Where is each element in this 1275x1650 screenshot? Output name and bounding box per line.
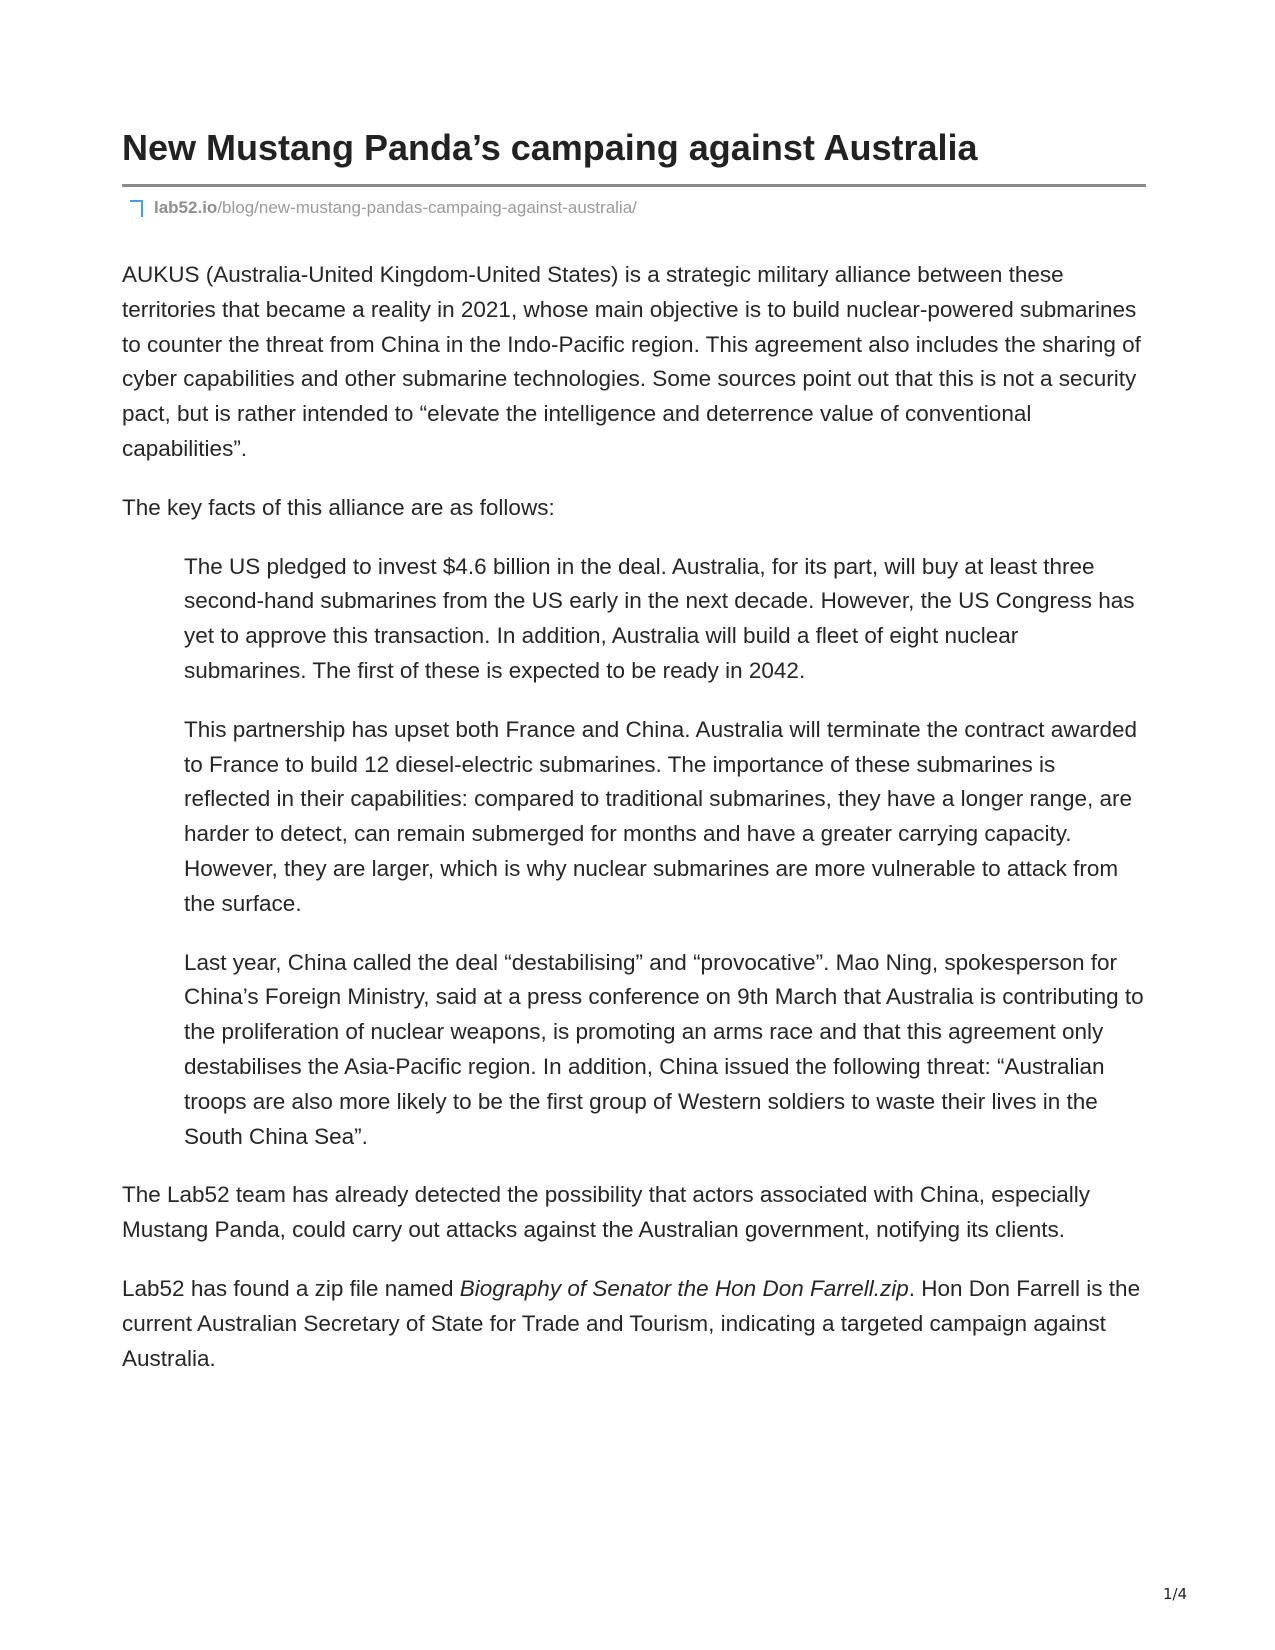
zip-file-text-after: . Hon Don Farrell is the current Australian Secretary of State for Trade and Tourism, indicating a targeted campaign against Australia. xyxy=(122,1275,1141,1371)
source-domain: lab52.io xyxy=(154,198,218,217)
intro-paragraph: AUKUS (Australia-United Kingdom-United States) is a strategic military alliance between these territories that became a reality in 2021, whose main objective is to build nuclear-powered submarines to counter the threat from China in the Indo-Pacific region. This agreement also includes the sharing of cyber capabilities and other submarine technologies. Some sources point out that this is not a security pact, but is rather intended to “elevate the intelligence and deterrence value of conventional capabilities”. xyxy=(122,262,1141,461)
zip-file-name: Biography of Senator the Hon Don Farrell.zip xyxy=(459,1275,909,1301)
zip-file-paragraph xyxy=(122,1272,1147,1376)
quote-paragraph-france-china: This partnership has upset both France and China. Australia will terminate the contract awarded to France to build 12 diesel-electric submarines. The importance of these submarines is reflected in their capabilities: compared to traditional submarines, they have a longer range, are harder to detect, can remain submerged for months and have a greater carrying capacity. However, they are larger, which is why nuclear submarines are more vulnerable to attack from the surface. xyxy=(184,716,1138,916)
link-icon xyxy=(128,197,146,219)
quote-paragraph-investment: The US pledged to invest $4.6 billion in the deal. Australia, for its part, will buy at least three second-hand submarines from the US early in the next decade. However, the US Congress has yet to approve this transaction. In addition, Australia will build a fleet of eight nuclear submarines. The first of these is expected to be ready in 2042. xyxy=(184,553,1135,683)
source-link[interactable] xyxy=(128,196,637,220)
key-facts-quote xyxy=(184,550,1147,1155)
zip-file-text-before: Lab52 has found a zip file named xyxy=(122,1275,460,1301)
page-title: New Mustang Panda’s campaing against Australia xyxy=(122,127,978,168)
title-divider xyxy=(122,184,1146,187)
page-number: 1/4 xyxy=(1163,1585,1188,1603)
lab52-detection-paragraph: The Lab52 team has already detected the possibility that actors associated with China, especially Mustang Panda, could carry out attacks against the Australian government, notifying its clients. xyxy=(122,1182,1091,1243)
key-facts-paragraph: The key facts of this alliance are as follows: xyxy=(122,494,555,520)
quote-paragraph-china-reaction: Last year, China called the deal “destabilising” and “provocative”. Mao Ning, spokesperson for China’s Foreign Ministry, said at a press conference on 9th March that Australia is contributing to the proliferation of nuclear weapons, is promoting an arms race and that this agreement only destabilises the Asia-Pacific region. In addition, China issued the following threat: “Australian troops are also more likely to be the first group of Western soldiers to waste their lives in the South China Sea”. xyxy=(184,949,1144,1149)
source-path: /blog/new-mustang-pandas-campaing-against-australia/ xyxy=(217,198,637,217)
article-body xyxy=(122,258,1147,1400)
